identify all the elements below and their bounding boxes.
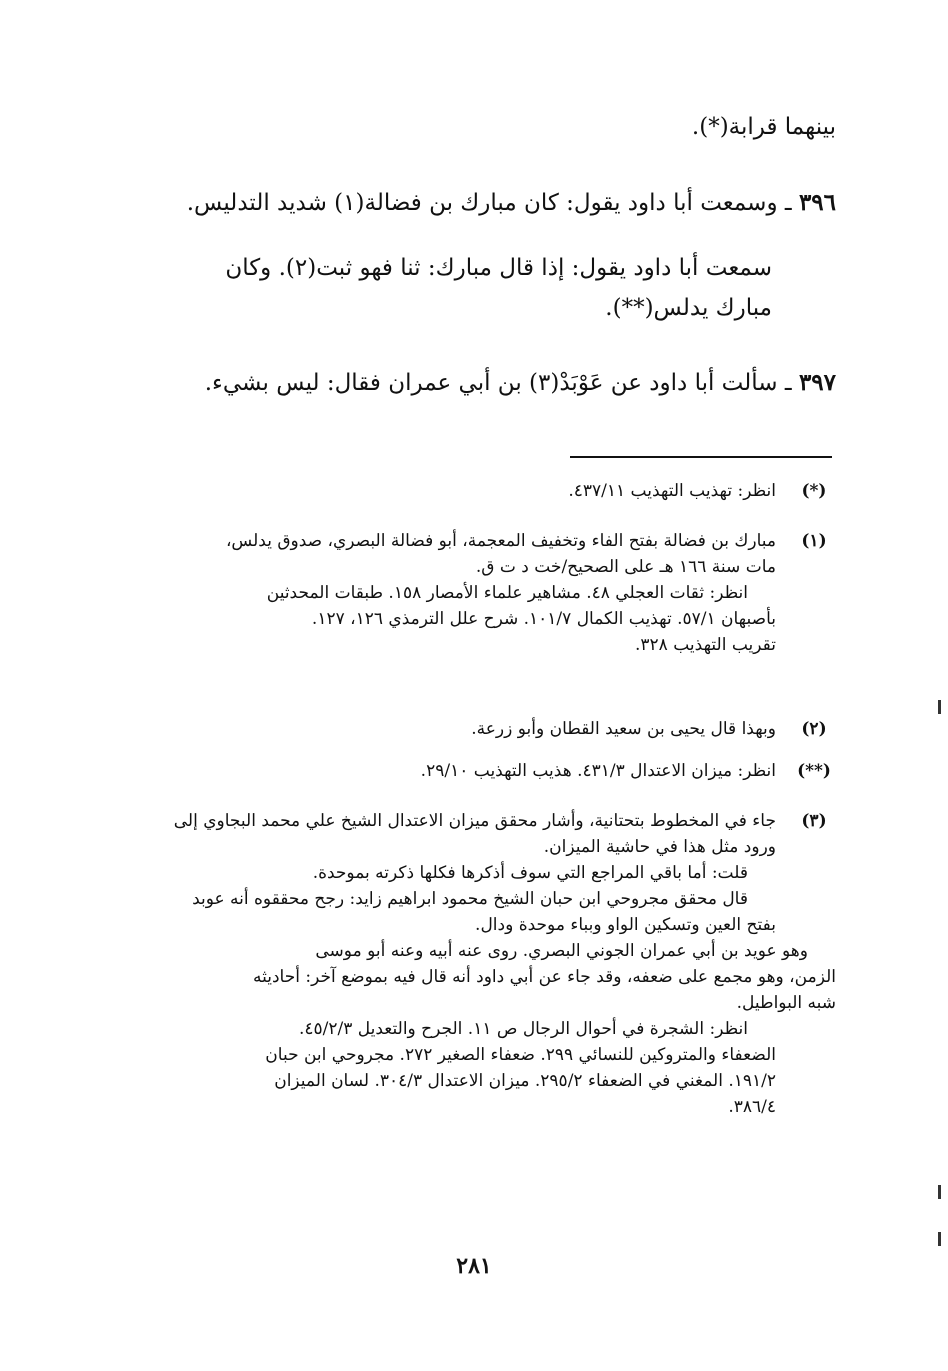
footnote-marker: (٣) xyxy=(801,811,827,831)
footnote-line: وبهذا قال يحيى بن سعيد القطان وأبو زرعة. xyxy=(471,719,776,739)
footnote-line: ورود مثل هذا في حاشية الميزان. xyxy=(543,837,776,857)
entry-396-continued-line-1: سمعت أبا داود يقول: إذا قال مبارك: ثنا فهو ثبت(٢). وكان xyxy=(225,255,772,281)
footnote-line: الزمن، وهو مجمع على ضعفه، وقد جاء عن أبي داود أنه قال فيه بموضع آخر: أحاديثه xyxy=(252,967,836,987)
footnote-line: ٣٨٦/٤. xyxy=(728,1097,776,1117)
entry-396 xyxy=(136,186,836,220)
scan-edge-mark xyxy=(938,1232,941,1246)
footnote-body xyxy=(136,758,776,784)
footnote-line: مبارك بن فضالة بفتح الفاء وتخفيف المعجمة، أبو فضالة البصري، صدوق يدلس، xyxy=(225,531,776,551)
footnote-body xyxy=(136,808,836,1120)
footnote-line: جاء في المخطوط بتحتانية، وأشار محقق ميزان الاعتدال الشيخ علي محمد البجاوي إلى xyxy=(173,811,776,831)
continuation-line: بينهما قرابة(*). xyxy=(691,114,836,140)
entry-separator: ـ xyxy=(784,370,792,396)
footnote-marker: (*) xyxy=(801,481,827,501)
footnote-marker: (**) xyxy=(797,761,831,781)
entry-separator: ـ xyxy=(784,190,792,216)
footnote-body xyxy=(136,528,776,658)
footnote-line: انظر: ثقات العجلي ٤٨. مشاهير علماء الأمصار ١٥٨. طبقات المحدثين xyxy=(266,583,748,603)
footnote-line: بفتح العين وتسكين الواو وبباء موحدة ودال. xyxy=(475,915,776,935)
footnote-marker: (١) xyxy=(801,531,827,551)
entry-text: وسمعت أبا داود يقول: كان مبارك بن فضالة(١) شديد التدليس. xyxy=(186,190,778,216)
entry-number: ٣٩٦ xyxy=(798,189,836,216)
footnote-line: تقريب التهذيب ٣٢٨. xyxy=(635,635,776,655)
footnote-body xyxy=(136,478,776,504)
footnote-line: قال محقق مجروحي ابن حبان الشيخ محمود ابراهيم زايد: رجح محققوه أنه عوبد xyxy=(192,889,748,909)
page-number: ٢٨١ xyxy=(456,1253,492,1279)
scan-edge-mark xyxy=(938,700,941,714)
entry-397 xyxy=(136,366,836,400)
footnote-line: بأصبهان ٥٧/١. تهذيب الكمال ١٠١/٧. شرح علل الترمذي ١٢٦، ١٢٧. xyxy=(311,609,776,629)
footnote-body xyxy=(136,716,776,742)
footnote-line: ١٩١/٢. المغني في الضعفاء ٢٩٥/٢. ميزان الاعتدال ٣٠٤/٣. لسان الميزان xyxy=(274,1071,776,1091)
footnote-line: الضعفاء والمتروكين للنسائي ٢٩٩. ضعفاء الصغير ٢٧٢. مجروحي ابن حبان xyxy=(265,1045,776,1065)
footnote-line: قلت: أما باقي المراجع التي سوف أذكرها فكلها ذكرته بموحدة. xyxy=(312,863,748,883)
footnote-line: وهو عويد بن أبي عمران الجوني البصري. روى عنه أبيه وعنه أبو موسى xyxy=(315,941,808,961)
footnote-separator-rule xyxy=(570,456,832,458)
entry-number: ٣٩٧ xyxy=(798,369,836,396)
footnote-line: انظر: تهذيب التهذيب ٤٣٧/١١. xyxy=(568,481,776,501)
footnote-line: انظر: ميزان الاعتدال ٤٣١/٣. هذيب التهذيب ٢٩/١٠. xyxy=(420,761,776,781)
entry-text: سألت أبا داود عن عَوْبَدْ(٣) بن أبي عمران فقال: ليس بشيء. xyxy=(204,370,778,396)
scan-edge-mark xyxy=(938,1185,941,1199)
footnote-line: شبه البواطيل. xyxy=(736,993,836,1013)
footnote-line: مات سنة ١٦٦ هـ على الصحيح/خت د ت ق. xyxy=(475,557,776,577)
footnote-marker: (٢) xyxy=(801,719,827,739)
entry-396-continued-line-2: مبارك يدلس(**). xyxy=(605,295,772,321)
footnote-line: انظر: الشجرة في أحوال الرجال ص ١١. الجرح والتعديل ٤٥/٢/٣. xyxy=(298,1019,748,1039)
